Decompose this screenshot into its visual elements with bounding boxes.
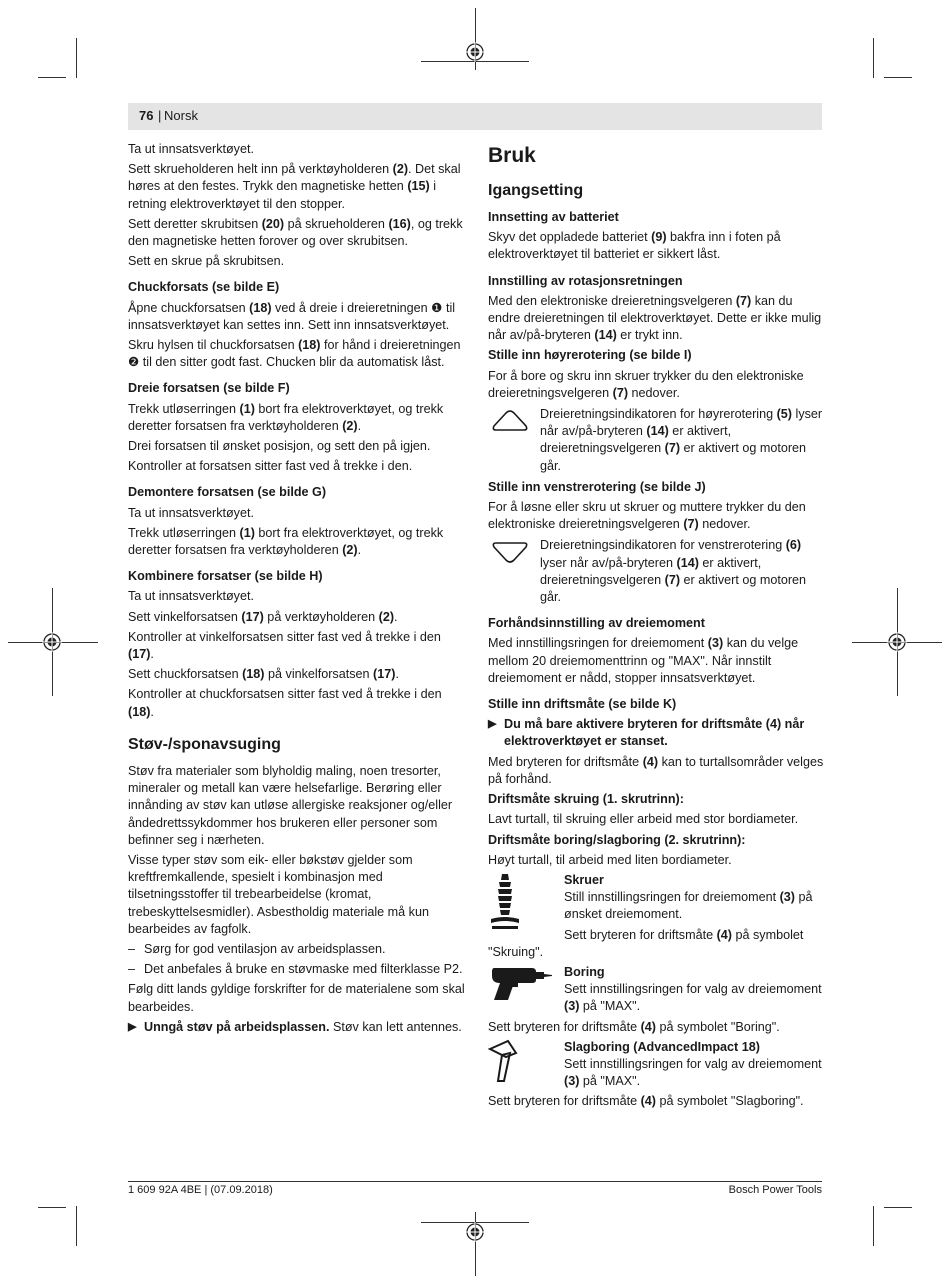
- paragraph: Sett bryteren for driftsmåte (4) på symbolet "Skruing".: [488, 927, 804, 959]
- left-column: [128, 141, 466, 1039]
- footer-document-id: 1 609 92A 4BE | (07.09.2018): [128, 1184, 273, 1196]
- crop-mark: [76, 38, 77, 78]
- mode-title: Skruer: [564, 872, 604, 887]
- arrow-bullet-icon: ▶: [128, 1020, 137, 1033]
- section-heading: Innsetting av batteriet: [488, 210, 619, 224]
- paragraph: Ta ut innsatsverktøyet.: [128, 589, 254, 604]
- drill-mode-icon: [488, 964, 554, 1002]
- arrow-bullet-icon: ▶: [488, 718, 497, 731]
- paragraph: Sett deretter skrubitsen (20) på skrueholderen (16), og trekk den magnetiske hetten forover og over skrubitsen.: [128, 216, 463, 249]
- indicator-note: Dreieretningsindikatoren for høyrerotering (5) lyser når av/på-bryteren (14) er aktivert, dreieretningsvelgeren (7) er aktivert og motoren går.: [488, 406, 824, 475]
- rotation-right-indicator-icon: [490, 408, 530, 434]
- section-heading: Forhåndsinnstilling av dreiemoment: [488, 616, 705, 631]
- crop-mark: [873, 38, 874, 78]
- page-number: 76: [139, 108, 154, 123]
- paragraph: Med bryteren for driftsmåte (4) kan to turtallsområder velges på forhånd.: [488, 754, 824, 786]
- paragraph: Sett bryteren for driftsmåte (4) på symbolet "Slagboring".: [488, 1094, 804, 1109]
- registration-target-icon: [42, 632, 62, 652]
- paragraph: Ta ut innsatsverktøyet.: [128, 505, 254, 520]
- rotation-left-indicator-icon: [490, 539, 530, 565]
- header-separator: |: [158, 108, 162, 123]
- footer-brand: Bosch Power Tools: [728, 1184, 822, 1196]
- mode-title: Boring: [564, 964, 605, 979]
- paragraph: For å løsne eller skru ut skruer og muttere trykker du den elektroniske dreieretningsvelgeren (7) nedover.: [488, 500, 806, 532]
- header-language: Norsk: [164, 108, 198, 123]
- crop-mark: [38, 1207, 66, 1208]
- list-item: – Sørg for god ventilasjon av arbeidsplassen.: [128, 941, 386, 956]
- screwdriver-mode-icon: [488, 872, 522, 932]
- paragraph: Trekk utløserringen (1) bort fra elektroverktøyet, og trekk deretter forsatsen fra verktøyholderen (2).: [128, 401, 444, 433]
- crop-mark: [884, 1207, 912, 1208]
- paragraph: Med den elektroniske dreieretningsvelgeren (7) kan du endre dreieretningen til elektroverktøyet. Dette er ikke mulig når av/på-bryteren (14) er trykt inn.: [488, 293, 822, 343]
- section-heading: Stille inn venstrerotering (se bilde J): [488, 479, 706, 494]
- paragraph: Følg ditt lands gyldige forskrifter for de materialene som skal bearbeides.: [128, 982, 465, 1014]
- crop-mark: [76, 1206, 77, 1246]
- paragraph: Sett vinkelforsatsen (17) på verktøyholderen (2).: [128, 609, 398, 624]
- warning-note: ▶ Unngå støv på arbeidsplassen. Støv kan lett antennes.: [128, 1019, 466, 1036]
- paragraph: Visse typer støv som eik- eller bøkstøv gjelder som kreftfremkallende, spesielt i kombinasjon med tilsetningsstoffer til trebearbeidelse (kromat, trebeskyttelsesmidler). Asbestholdig materiale må kun bearbeides av fagfolk.: [128, 852, 429, 936]
- paragraph: Lavt turtall, til skruing eller arbeid med stor bordiameter.: [488, 812, 799, 827]
- section-heading: Kombinere forsatser (se bilde H): [128, 569, 323, 584]
- section-title: Støv-/sponavsuging: [128, 735, 281, 753]
- paragraph: Drei forsatsen til ønsket posisjon, og sett den på igjen.: [128, 439, 431, 454]
- paragraph: Sett bryteren for driftsmåte (4) på symbolet "Boring".: [488, 1019, 780, 1034]
- warning-note: ▶ Du må bare aktivere bryteren for driftsmåte (4) når elektroverktøyet er stanset.: [488, 717, 805, 749]
- section-heading: Demontere forsatsen (se bilde G): [128, 485, 327, 500]
- paragraph: Kontroller at forsatsen sitter fast ved å trekke i den.: [128, 459, 413, 474]
- paragraph: Skyv det oppladede batteriet (9) bakfra inn i foten på elektroverktøyet til batteriet er sikkert låst.: [488, 230, 781, 262]
- paragraph: Høyt turtall, til arbeid med liten bordiameter.: [488, 852, 732, 867]
- mode-skruer: [488, 872, 824, 924]
- page-header: [128, 103, 822, 130]
- crop-mark: [873, 1206, 874, 1246]
- paragraph: Skru hylsen til chuckforsatsen (18) for hånd i dreieretningen ❷ til den sitter godt fast. Chucken blir da automatisk låst.: [128, 338, 461, 370]
- section-heading: Dreie forsatsen (se bilde F): [128, 381, 290, 396]
- paragraph: Sett skrueholderen helt inn på verktøyholderen (2). Det skal høres at den festes. Trykk den magnetiske hetten (15) i retning elektroverktøyet til den stopper.: [128, 162, 461, 211]
- paragraph: Kontroller at chuckforsatsen sitter fast ved å trekke i den (18).: [128, 687, 442, 719]
- footer-rule: [128, 1181, 822, 1182]
- section-title: Igangsetting: [488, 182, 584, 199]
- paragraph: Trekk utløserringen (1) bort fra elektroverktøyet, og trekk deretter forsatsen fra verktøyholderen (2).: [128, 525, 444, 558]
- crop-mark: [38, 77, 66, 78]
- mode-boring: [488, 964, 824, 1016]
- paragraph: Kontroller at vinkelforsatsen sitter fast ved å trekke i den (17).: [128, 629, 441, 662]
- paragraph: Sett en skrue på skrubitsen.: [128, 254, 285, 269]
- section-heading: Stille inn driftsmåte (se bilde K): [488, 697, 677, 712]
- paragraph: Sett innstillingsringen for valg av dreiemoment (3) på "MAX".: [564, 1056, 822, 1089]
- section-heading: Driftsmåte skruing (1. skrutrinn):: [488, 792, 684, 807]
- registration-target-icon: [887, 632, 907, 652]
- hammer-mode-icon: [488, 1039, 522, 1083]
- right-column: [488, 141, 824, 1114]
- paragraph: Med innstillingsringen for dreiemoment (3) kan du velge mellom 20 dreiemomenttrinn og "MAX". Når innstilt dreiemoment er nådd, stopper innsatsverktøyet.: [488, 636, 799, 685]
- registration-target-icon: [465, 42, 485, 62]
- paragraph: Still innstillingsringen for dreiemoment (3) på ønsket dreiemoment.: [564, 890, 813, 922]
- list-item: – Det anbefales å bruke en støvmaske med filterklasse P2.: [128, 962, 463, 977]
- mode-slagboring: [488, 1039, 824, 1091]
- chapter-title: Bruk: [488, 144, 536, 167]
- paragraph: Sett chuckforsatsen (18) på vinkelforsatsen (17).: [128, 667, 399, 682]
- paragraph: Sett innstillingsringen for valg av dreiemoment (3) på "MAX".: [564, 982, 822, 1014]
- section-heading: Stille inn høyrerotering (se bilde I): [488, 348, 692, 363]
- crop-mark: [884, 77, 912, 78]
- section-heading: Chuckforsats (se bilde E): [128, 280, 280, 295]
- paragraph: For å bore og skru inn skruer trykker du den elektroniske dreieretningsvelgeren (7) nedover.: [488, 368, 804, 400]
- section-heading: Driftsmåte boring/slagboring (2. skrutrinn):: [488, 832, 746, 847]
- paragraph: Støv fra materialer som blyholdig maling, noen tresorter, mineraler og metall kan være helsefarlige. Berøring eller innånding av støv kan utløse allergiske reaksjoner og/eller åndedrettssykdommer hos brukeren eller personer som befinner seg i nærheten.: [128, 763, 453, 847]
- registration-target-icon: [465, 1222, 485, 1242]
- paragraph: Ta ut innsatsverktøyet.: [128, 142, 254, 156]
- paragraph: Åpne chuckforsatsen (18) ved å dreie i dreieretningen ❶ til innsatsverktøyet kan settes inn. Sett inn innsatsverktøyet.: [128, 300, 456, 332]
- mode-title: Slagboring (AdvancedImpact 18): [564, 1039, 760, 1054]
- section-heading: Innstilling av rotasjonsretningen: [488, 273, 683, 288]
- indicator-note: Dreieretningsindikatoren for venstrerotering (6) lyser når av/på-bryteren (14) er aktivert, dreieretningsvelgeren (7) er aktivert og motoren går.: [488, 537, 824, 606]
